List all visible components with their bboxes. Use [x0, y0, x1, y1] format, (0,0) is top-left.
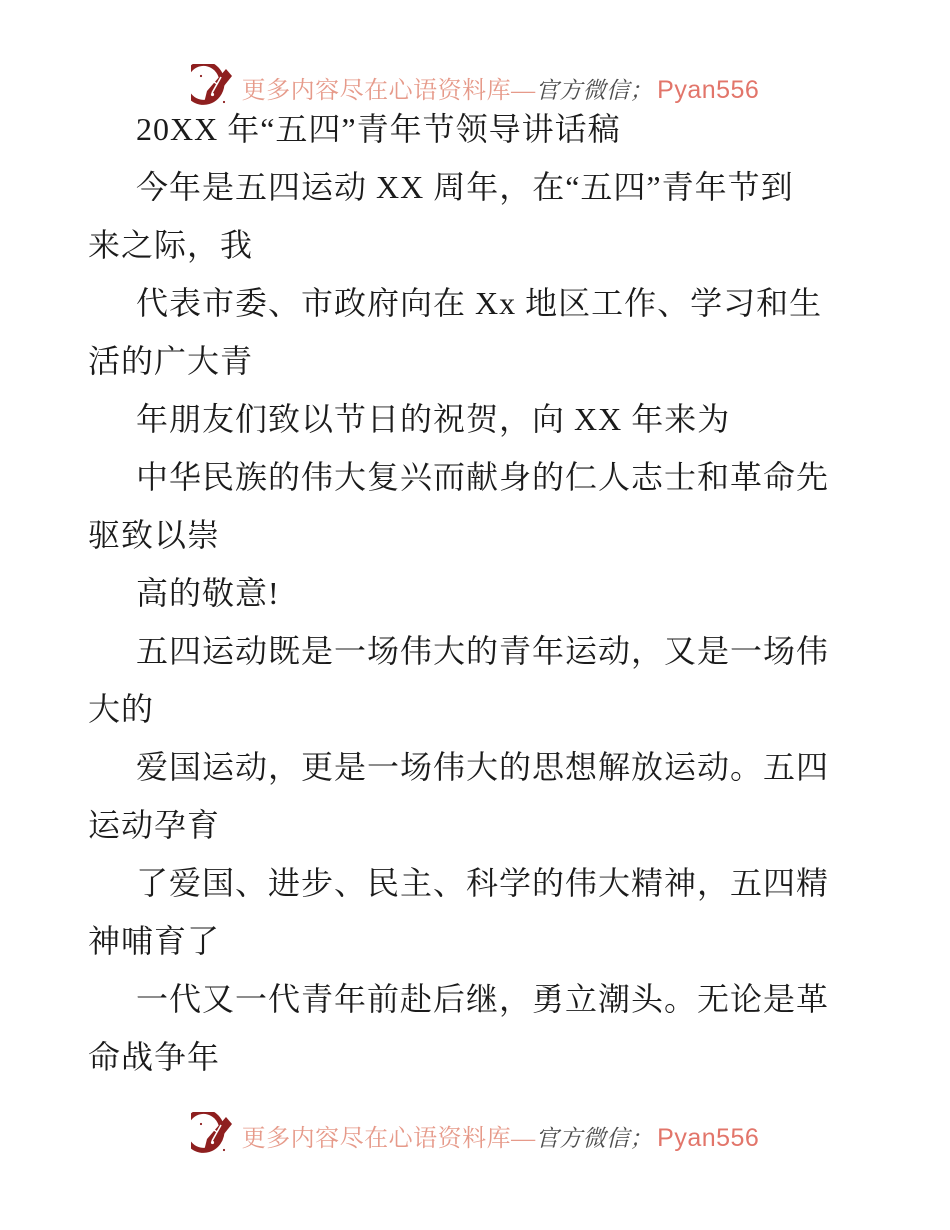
text-line: 驱致以崇	[88, 517, 221, 553]
text-line: 今年是五四运动 XX 周年，在“五四”青年节到	[136, 169, 794, 205]
watermark-brand-text: 更多内容尽在心语资料库	[241, 1125, 512, 1152]
watermark-footer	[0, 1112, 950, 1158]
text-line: 五四运动既是一场伟大的青年运动，又是一场伟	[136, 633, 830, 669]
watermark-account: Pyan556	[657, 1123, 760, 1152]
text-line: 运动孕育	[88, 807, 221, 843]
watermark-channel-label: 官方微信；	[535, 1125, 654, 1151]
text-line: 神哺育了	[88, 923, 221, 959]
document-title: 20XX 年“五四”青年节领导讲话稿	[136, 111, 621, 147]
text-line: 大的	[88, 691, 155, 727]
watermark-dash: —	[511, 1125, 536, 1152]
text-line: 来之际，我	[88, 227, 254, 263]
brand-logo-icon	[191, 1112, 235, 1158]
text-line: 爱国运动，更是一场伟大的思想解放运动。五四	[136, 749, 830, 785]
watermark-text	[242, 1118, 760, 1153]
text-line: 中华民族的伟大复兴而献身的仁人志士和革命先	[136, 459, 830, 495]
text-line: 代表市委、市政府向在 Xx 地区工作、学习和生	[136, 285, 823, 321]
watermark-channel-label: 官方微信；	[535, 77, 654, 103]
watermark-brand-text: 更多内容尽在心语资料库	[241, 77, 512, 104]
text-line: 了爱国、进步、民主、科学的伟大精神，五四精	[136, 865, 830, 901]
text-line: 高的敬意!	[136, 575, 280, 611]
watermark-account: Pyan556	[657, 75, 760, 104]
text-line: 活的广大青	[88, 343, 254, 379]
text-line: 命战争年	[88, 1039, 221, 1075]
watermark-dash: —	[511, 77, 536, 104]
text-line: 一代又一代青年前赴后继，勇立潮头。无论是革	[136, 981, 830, 1017]
text-line: 年朋友们致以节日的祝贺，向 XX 年来为	[136, 401, 731, 437]
document-body	[88, 100, 888, 1086]
